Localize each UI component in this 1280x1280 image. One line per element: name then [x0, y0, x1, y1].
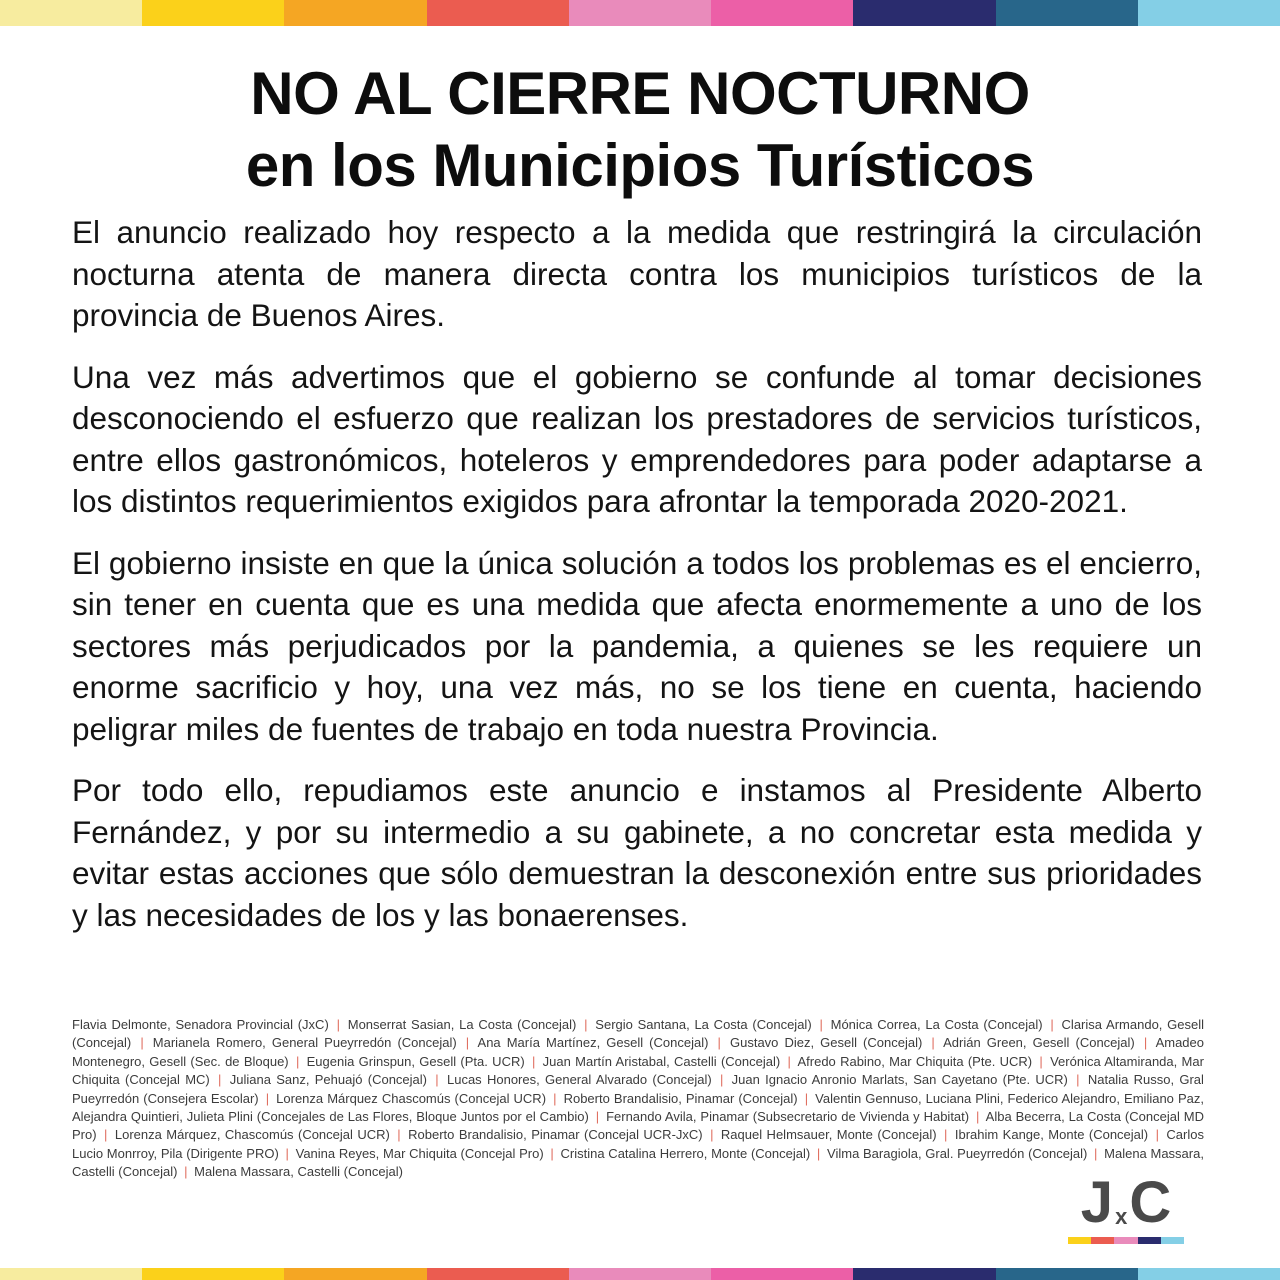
- signer-entry: Marianela Romero, General Pueyrredón (Concejal): [152, 1035, 457, 1051]
- signer-separator: |: [285, 1145, 289, 1161]
- signer-entry: Vilma Baragiola, Gral. Pueyrredón (Concejal): [827, 1145, 1088, 1161]
- signer-separator: |: [265, 1090, 270, 1106]
- signer-entry: Valentin Gennuso, Luciana Plini, Federico Alejandro, Emiliano Paz, Alejandra Quintieri, Julieta Plini (Concejales de Las Flores, Bloque Juntos por el Cambio): [72, 1090, 1204, 1125]
- bottom-color-stripe: [0, 1268, 1280, 1280]
- signer-entry: Eugenia Grinspun, Gesell (Pta. UCR): [306, 1053, 525, 1069]
- signer-entry: Lucas Honores, General Alvarado (Concejal): [446, 1072, 712, 1088]
- statement-body: [72, 212, 1202, 956]
- signer-separator: |: [976, 1109, 980, 1125]
- stripe-segment: [284, 0, 426, 26]
- signer-entry: Malena Massara, Castelli (Concejal): [194, 1164, 403, 1180]
- stripe-segment: [711, 1268, 853, 1280]
- signer-separator: |: [1050, 1017, 1054, 1032]
- signer-entry: Ana María Martínez, Gesell (Concejal): [477, 1035, 709, 1051]
- signer-entry: Natalia Russo, Gral Pueyrredón (Consejera Escolar): [72, 1072, 1204, 1106]
- signer-entry: Juliana Sanz, Pehuajó (Concejal): [229, 1072, 427, 1088]
- jxc-logo-mark: [1068, 1172, 1184, 1234]
- top-color-stripe: [0, 0, 1280, 26]
- signer-separator: |: [1155, 1127, 1159, 1143]
- signer-separator: |: [397, 1127, 401, 1143]
- signer-separator: |: [787, 1053, 791, 1069]
- stripe-segment: [569, 0, 711, 26]
- signer-separator: |: [104, 1127, 108, 1143]
- stripe-segment: [853, 1268, 995, 1280]
- stripe-segment: [427, 1268, 569, 1280]
- signer-entry: Cristina Catalina Herrero, Monte (Concejal): [560, 1145, 811, 1161]
- signer-entry: Malena Massara, Castelli (Concejal): [72, 1145, 1204, 1180]
- signer-separator: |: [816, 1145, 821, 1161]
- signer-separator: |: [710, 1127, 714, 1143]
- signer-entry: Vanina Reyes, Mar Chiquita (Concejal Pro): [295, 1145, 544, 1161]
- signer-entry: Juan Ignacio Anronio Marlats, San Cayetano (Pte. UCR): [731, 1072, 1068, 1088]
- signer-entry: Lorenza Márquez, Chascomús (Concejal UCR): [114, 1127, 390, 1143]
- signer-entry: Mónica Correa, La Costa (Concejal): [830, 1017, 1043, 1032]
- signer-entry: Afredo Rabino, Mar Chiquita (Pte. UCR): [797, 1053, 1033, 1069]
- signer-entry: Lorenza Márquez Chascomús (Concejal UCR): [276, 1090, 547, 1106]
- signer-separator: |: [1076, 1072, 1080, 1088]
- paragraph-3: El gobierno insiste en que la única solución a todos los problemas es el encierro, sin tener en cuenta que es una medida que afecta enormemente a uno de los sectores más perjudicados por la pandemia, a quienes se les requiere un enorme sacrificio y hoy, una vez más, no se los tiene en cuenta, haciendo peligrar miles de fuentes de trabajo en toda nuestra Provincia.: [72, 544, 1202, 747]
- signer-separator: |: [184, 1164, 188, 1180]
- signer-entry: Fernando Avila, Pinamar (Subsecretario de Vivienda y Habitat): [606, 1109, 970, 1125]
- signer-entry: Verónica Altamiranda, Mar Chiquita (Concejal MC): [72, 1053, 1204, 1088]
- signer-separator: |: [553, 1090, 557, 1106]
- signer-entry: Ibrahim Kange, Monte (Concejal): [954, 1127, 1149, 1143]
- stripe-segment: [142, 0, 284, 26]
- signer-entry: Carlos Lucio Monrroy, Pila (Dirigente PRO): [72, 1127, 1204, 1161]
- stripe-segment: [996, 0, 1138, 26]
- stripe-segment: [711, 0, 853, 26]
- stripe-segment: [569, 1268, 711, 1280]
- signer-separator: |: [931, 1035, 935, 1051]
- stripe-segment: [853, 0, 995, 26]
- stripe-segment: [1138, 1268, 1280, 1280]
- page-title: [60, 58, 1220, 202]
- signer-entry: Gustavo Diez, Gesell (Concejal): [729, 1035, 923, 1051]
- logo-bar-segment: [1161, 1237, 1184, 1244]
- signer-entry: Adrián Green, Gesell (Concejal): [943, 1035, 1135, 1051]
- logo-letter-x: x: [1115, 1204, 1128, 1229]
- signer-separator: |: [717, 1035, 721, 1051]
- logo-bar-segment: [1068, 1237, 1091, 1244]
- title-line-2: en los Municipios Turísticos: [245, 132, 1035, 199]
- signer-separator: |: [1094, 1145, 1098, 1161]
- logo-bar-segment: [1138, 1237, 1161, 1244]
- signer-separator: |: [1143, 1035, 1148, 1051]
- signer-entry: Roberto Brandalisio, Pinamar (Concejal): [563, 1090, 798, 1106]
- paragraph-2: Una vez más advertimos que el gobierno se confunde al tomar decisiones desconociendo el esfuerzo que realizan los prestadores de servicios turísticos, entre ellos gastronómicos, hoteleros y emprendedores para poder adaptarse a los distintos requerimientos exigidos para afrontar la temporada 2020-2021.: [72, 358, 1202, 519]
- signer-entry: Sergio Santana, La Costa (Concejal): [595, 1017, 812, 1032]
- stripe-segment: [0, 1268, 142, 1280]
- stripe-segment: [427, 0, 569, 26]
- signer-separator: |: [584, 1017, 588, 1032]
- signer-separator: |: [140, 1035, 144, 1051]
- signer-separator: |: [435, 1072, 439, 1088]
- paragraph-1: El anuncio realizado hoy respecto a la medida que restringirá la circulación nocturna atenta de manera directa contra los municipios turísticos de la provincia de Buenos Aires.: [72, 214, 1202, 333]
- logo-color-bar: [1068, 1237, 1184, 1244]
- signer-entry: Amadeo Montenegro, Gesell (Sec. de Bloque): [72, 1035, 1204, 1069]
- signer-entry: Clarisa Armando, Gesell (Concejal): [72, 1017, 1205, 1051]
- signer-separator: |: [218, 1072, 222, 1088]
- stripe-segment: [1138, 0, 1280, 26]
- logo-bar-segment: [1091, 1237, 1114, 1244]
- signatories-list: [72, 1016, 1204, 1182]
- logo-letter-c: C: [1129, 1170, 1172, 1235]
- signer-entry: Alba Becerra, La Costa (Concejal MD Pro): [72, 1109, 1204, 1143]
- signer-entry: Flavia Delmonte, Senadora Provincial (JxC): [72, 1017, 329, 1032]
- stripe-segment: [996, 1268, 1138, 1280]
- signer-separator: |: [804, 1090, 809, 1106]
- title-line-1: NO AL CIERRE NOCTURNO: [250, 60, 1030, 127]
- paragraph-4: Por todo ello, repudiamos este anuncio e instamos al Presidente Alberto Fernández, y por su intermedio a su gabinete, a no concretar esta medida y evitar estas acciones que sólo demuestran la desconexión entre sus prioridades y las necesidades de los y las bonaerenses.: [72, 772, 1202, 933]
- signer-separator: |: [719, 1072, 724, 1088]
- signer-separator: |: [819, 1017, 823, 1032]
- logo-letter-j: J: [1080, 1170, 1114, 1235]
- signer-entry: Roberto Brandalisio, Pinamar (Concejal UCR-JxC): [408, 1127, 703, 1143]
- stripe-segment: [142, 1268, 284, 1280]
- signer-separator: |: [295, 1053, 300, 1069]
- signer-entry: Raquel Helmsauer, Monte (Concejal): [720, 1127, 937, 1143]
- signer-separator: |: [595, 1109, 600, 1125]
- signer-separator: |: [336, 1017, 340, 1032]
- signer-separator: |: [465, 1035, 470, 1051]
- signer-entry: Monserrat Sasian, La Costa (Concejal): [347, 1017, 577, 1032]
- stripe-segment: [284, 1268, 426, 1280]
- signer-separator: |: [1039, 1053, 1043, 1069]
- logo-bar-segment: [1114, 1237, 1137, 1244]
- jxc-logo: [1068, 1172, 1184, 1258]
- stripe-segment: [0, 0, 142, 26]
- signer-separator: |: [550, 1145, 554, 1161]
- signer-separator: |: [531, 1053, 536, 1069]
- signer-entry: Juan Martín Aristabal, Castelli (Concejal): [542, 1053, 781, 1069]
- signer-separator: |: [944, 1127, 948, 1143]
